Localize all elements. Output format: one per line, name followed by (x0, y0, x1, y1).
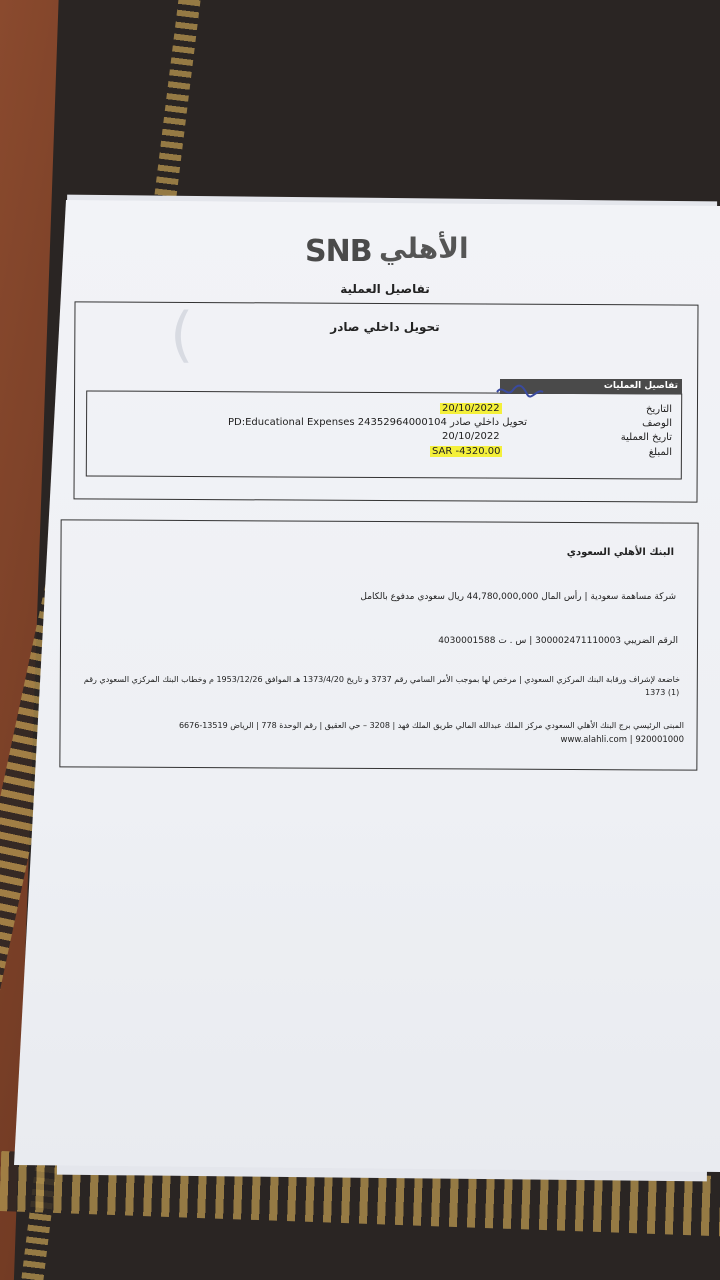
row-value-description: PD:Educational Expenses 24352964000104 تحويل داخلي صادر (228, 417, 528, 428)
logo-latin-text: SNB (305, 234, 372, 269)
date-highlight: 20/10/2022 (442, 403, 500, 414)
address-line-1: المبنى الرئيسي برج البنك الأهلي السعودي مركز الملك عبدالله المالي طريق الملك فهد | 3208 – حي العقيق | رقم الوحدة 778 | الرياض 13519-6676 (178, 721, 684, 730)
watermark-ghost: ( (170, 300, 194, 370)
pen-mark-icon (495, 380, 545, 402)
row-value-amount (430, 446, 502, 457)
transfer-title: تحويل داخلي صادر (330, 320, 440, 334)
license-line-1: خاضعة لإشراف ورقابة البنك المركزي السعودي | مرخص لها بموجب الأمر السامي رقم 3737 و تاريخ 1373/4/20 هـ الموافق 1953/12/26 م وخطاب البنك المركزي السعودي رقم (83, 675, 680, 684)
row-label-operation-date: تاريخ العملية (620, 432, 672, 443)
document-title: تفاصيل العملية (340, 282, 430, 296)
capital-line: شركة مساهمة سعودية | رأس المال 44,780,000,000 ريال سعودي مدفوع بالكامل (360, 592, 676, 602)
address-line-2: 920001000 | www.alahli.com (560, 735, 684, 745)
row-label-description: الوصف (642, 418, 672, 429)
row-label-date: التاريخ (646, 404, 672, 415)
tax-line: الرقم الضريبي 300002471110003 | س . ت 4030001588 (438, 636, 678, 646)
logo-arabic-text: الأهلي (379, 232, 469, 265)
license-line-2: 1373 (1) (645, 688, 680, 697)
amount-highlight: SAR -4320.00 (432, 446, 501, 457)
row-value-operation-date: 20/10/2022 (442, 431, 500, 442)
row-label-amount: المبلغ (648, 447, 672, 458)
section-header: تفاصيل العمليات (500, 379, 682, 394)
row-value-date (440, 403, 502, 414)
bank-name: البنك الأهلي السعودي (566, 547, 674, 558)
snb-logo (305, 232, 469, 269)
